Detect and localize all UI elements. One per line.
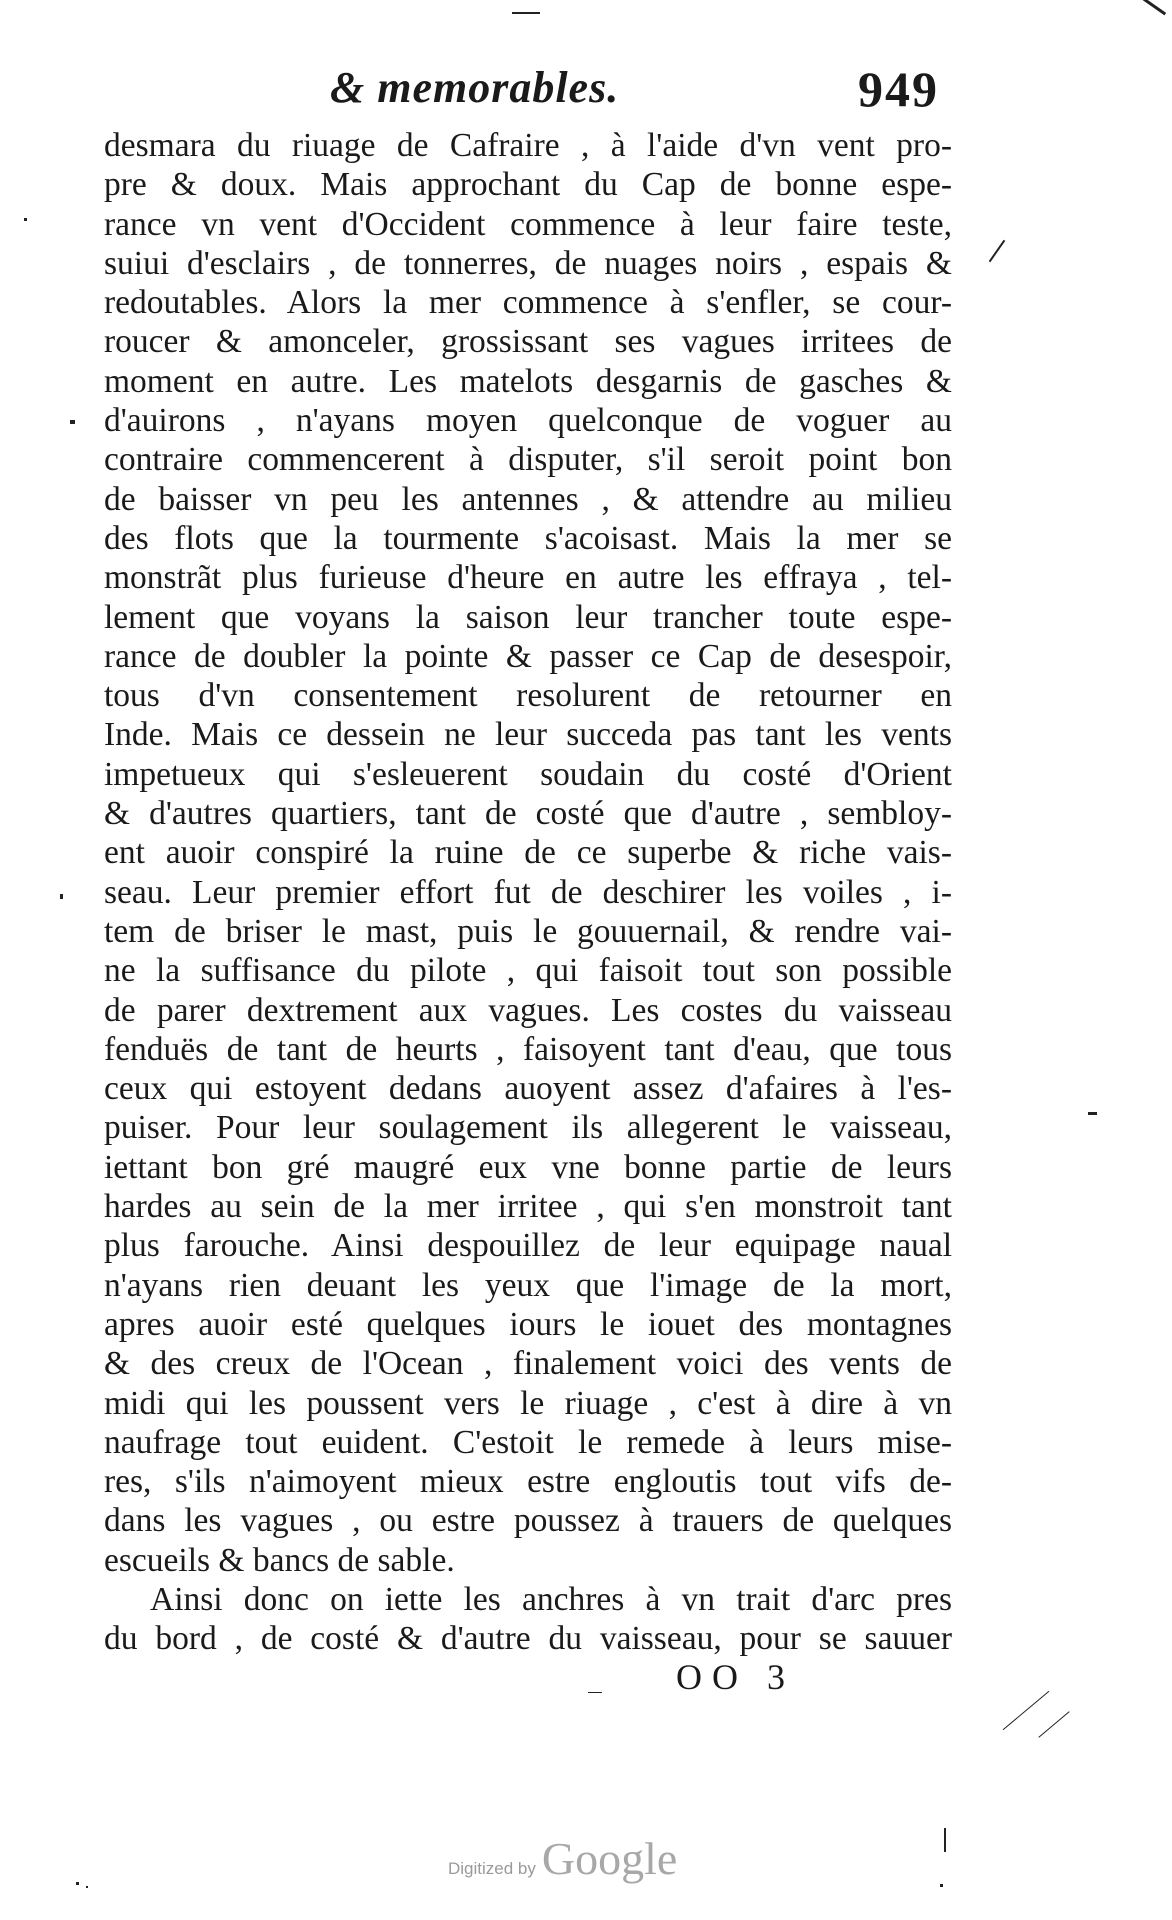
- text-line: tem de briser le mast, puis le gouuernail, & rendre vai-: [104, 912, 952, 950]
- text-line: du bord , de costé & d'autre du vaisseau, pour se sauuer: [104, 1620, 952, 1658]
- scan-speck: [940, 1884, 943, 1887]
- scan-speck: [60, 894, 63, 899]
- scan-speck: [86, 1886, 88, 1888]
- text-line: tous d'vn consentement resolurent de retourner en: [104, 677, 952, 715]
- signature-mark: OO 3: [676, 1657, 795, 1697]
- scan-speck: [70, 420, 75, 424]
- text-line: ceux qui estoyent dedans auoyent assez d'afaires à l'es-: [104, 1070, 952, 1108]
- text-line: plus farouche. Ainsi despouillez de leur equipage naual: [104, 1227, 952, 1265]
- text-line: fenduës de tant de heurts , faisoyent tant d'eau, que tous: [104, 1030, 952, 1068]
- text-line: n'ayans rien deuant les yeux que l'image de la mort,: [104, 1266, 952, 1304]
- text-line: roucer & amonceler, grossissant ses vagues irritees de: [104, 323, 952, 361]
- scan-speck: [1003, 1691, 1050, 1730]
- scan-speck: [1038, 1711, 1069, 1737]
- text-line: redoutables. Alors la mer commence à s'enfler, se cour-: [104, 284, 952, 322]
- text-line: apres auoir esté quelques iours le iouet des montagnes: [104, 1305, 952, 1343]
- text-line: res, s'ils n'aimoyent mieux estre engloutis tout vifs de-: [104, 1463, 952, 1501]
- text-line: & des creux de l'Ocean , finalement voici des vents de: [104, 1345, 952, 1383]
- scan-speck: [1140, 0, 1166, 15]
- scan-speck: [76, 1882, 79, 1885]
- text-line: seau. Leur premier effort fut de deschirer les voiles , i-: [104, 873, 952, 911]
- text-line: naufrage tout euident. C'estoit le remede à leurs mise-: [104, 1423, 952, 1461]
- text-line: iettant bon gré maugré eux vne bonne partie de leurs: [104, 1148, 952, 1186]
- scan-speck: [944, 1828, 946, 1852]
- text-line: Inde. Mais ce dessein ne leur succeda pas tant les vents: [104, 716, 952, 754]
- scan-speck: [512, 12, 540, 14]
- scan-speck: [24, 218, 27, 221]
- text-line: & d'autres quartiers, tant de costé que d'autre , sembloy-: [104, 795, 952, 833]
- text-line: puiser. Pour leur soulagement ils allegerent le vaisseau,: [104, 1109, 952, 1147]
- text-line: impetueux qui s'esleuerent soudain du costé d'Orient: [104, 755, 952, 793]
- text-line: pre & doux. Mais approchant du Cap de bonne espe-: [104, 166, 952, 204]
- text-line: lement que voyans la saison leur trancher toute espe-: [104, 598, 952, 636]
- page-number: 949: [858, 61, 939, 117]
- text-line: rance vn vent d'Occident commence à leur faire teste,: [104, 205, 952, 243]
- text-line: desmara du riuage de Cafraire , à l'aide d'vn vent pro-: [104, 127, 952, 164]
- text-line: midi qui les poussent vers le riuage , c'est à dire à vn: [104, 1384, 952, 1422]
- text-line: d'auirons , n'ayans moyen quelconque de voguer au: [104, 402, 952, 440]
- text-line: de baisser vn peu les antennes , & attendre au milieu: [104, 480, 952, 518]
- text-line: de parer dextrement aux vagues. Les costes du vaisseau: [104, 991, 952, 1029]
- digitized-label: Digitized by: [448, 1859, 536, 1878]
- text-line: monstrãt plus furieuse d'heure en autre les effraya , tel-: [104, 559, 952, 597]
- text-line: des flots que la tourmente s'acoisast. Mais la mer se: [104, 519, 952, 557]
- text-line: ent auoir conspiré la ruine de ce superbe & riche vais-: [104, 834, 952, 872]
- text-line: escueils & bancs de sable.: [104, 1541, 455, 1579]
- digitized-watermark: [448, 1832, 677, 1885]
- text-line: ne la suffisance du pilote , qui faisoit tout son possible: [104, 952, 952, 990]
- body-text: [104, 126, 952, 1659]
- google-logo: Google: [541, 1833, 678, 1884]
- text-line: dans les vagues , ou estre poussez à trauers de quelques: [104, 1502, 952, 1540]
- text-line: suiui d'esclairs , de tonnerres, de nuages noirs , espais &: [104, 244, 952, 282]
- text-line: contraire commencerent à disputer, s'il seroit point bon: [104, 441, 952, 479]
- text-line: hardes au sein de la mer irritee , qui s'en monstroit tant: [104, 1188, 952, 1226]
- scan-speck: [1088, 1112, 1097, 1115]
- running-title: & memorables.: [330, 63, 620, 112]
- paragraph-start-line: Ainsi donc on iette les anchres à vn trait d'arc pres: [150, 1580, 952, 1618]
- scan-speck: [588, 1692, 602, 1693]
- text-line: moment en autre. Les matelots desgarnis de gasches &: [104, 362, 952, 400]
- text-line: rance de doubler la pointe & passer ce Cap de desespoir,: [104, 637, 952, 675]
- scan-speck: [989, 240, 1006, 262]
